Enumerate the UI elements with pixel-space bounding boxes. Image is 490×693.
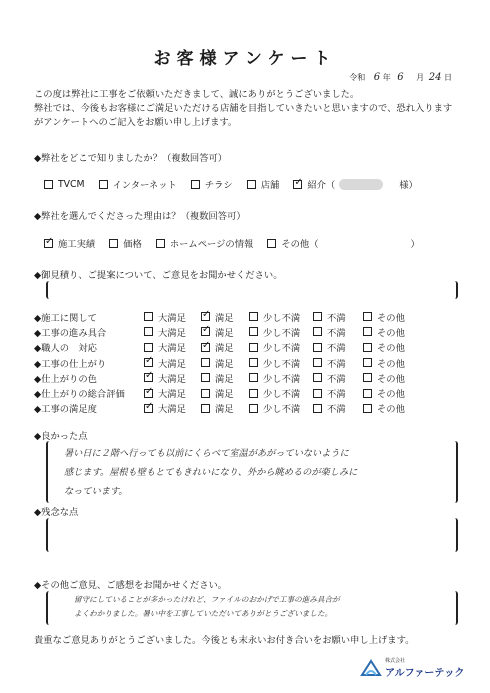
- rating-choice[interactable]: [201, 371, 249, 385]
- reason-option-website[interactable]: ホームページの情報: [156, 236, 254, 250]
- rating-choice[interactable]: [363, 340, 413, 354]
- rating-choice-label: 大満足: [158, 327, 186, 339]
- bad-points-answer-box[interactable]: [46, 518, 458, 552]
- rating-row: [34, 370, 474, 385]
- date-month: 6: [397, 72, 404, 83]
- estimate-answer-box[interactable]: [46, 281, 458, 299]
- rating-choice[interactable]: [313, 325, 363, 339]
- checkbox[interactable]: [191, 180, 200, 189]
- rating-choice[interactable]: [313, 401, 363, 415]
- checkbox[interactable]: [201, 389, 210, 398]
- source-option-flyer[interactable]: チラシ: [191, 177, 233, 191]
- rating-choice[interactable]: [144, 325, 201, 339]
- rating-choice[interactable]: [249, 325, 313, 339]
- checkbox[interactable]: [99, 180, 108, 189]
- company-logo: 株式会社 アルファーテック: [360, 657, 464, 679]
- checkbox[interactable]: [313, 373, 322, 382]
- intro-text: この度は弊社に工事をご依頼いただきまして、誠にありがとうございました。 弊社では、今後もお客様にご満足いただける店舗を目指していきたいと思いますので、恐れ入ります がアンケートへのご記入をお願い申し上げます。: [34, 89, 453, 128]
- checkbox-checked[interactable]: [44, 239, 53, 248]
- closing-message: 貴重なご意見ありがとうございました。今後とも末永いお付き合いをお願い申し上げます。: [34, 635, 415, 646]
- rating-choice[interactable]: [201, 325, 249, 339]
- rating-choice-label: 不満: [327, 312, 346, 324]
- rating-row: [34, 309, 474, 324]
- checkbox[interactable]: [156, 239, 165, 248]
- reason-option-price[interactable]: 価格: [109, 236, 142, 250]
- rating-choice-label: 満足: [215, 312, 234, 324]
- checkbox[interactable]: [313, 343, 322, 352]
- rating-choice-label: 満足: [215, 404, 234, 416]
- checkbox-checked[interactable]: [201, 343, 210, 352]
- checkbox[interactable]: [363, 358, 372, 367]
- checkbox[interactable]: [363, 343, 372, 352]
- rating-choice-label: 少し不満: [263, 373, 301, 385]
- rating-choice-label: 満足: [215, 327, 234, 339]
- reason-option-results[interactable]: ✓ 施工実績: [44, 236, 95, 250]
- rating-row-label: ◆職人の 対応: [34, 343, 97, 355]
- rating-choice-label: 不満: [327, 404, 346, 416]
- rating-choice-label: その他: [377, 358, 405, 370]
- rating-choice[interactable]: [313, 386, 363, 400]
- rating-choice-label: その他: [377, 327, 405, 339]
- rating-choice-label: 満足: [215, 389, 234, 401]
- source-options: [44, 177, 418, 191]
- checkbox-checked[interactable]: [144, 389, 153, 398]
- source-option-tvcm[interactable]: TVCM: [44, 179, 85, 190]
- checkbox[interactable]: [363, 312, 372, 321]
- question-bad-points: ◆残念な点: [34, 507, 79, 518]
- checkbox[interactable]: [363, 327, 372, 336]
- checkbox[interactable]: [363, 373, 372, 382]
- rating-choice-label: 大満足: [158, 404, 186, 416]
- rating-row: [34, 355, 474, 370]
- rating-choice[interactable]: [144, 386, 201, 400]
- page-title: お客様アンケート: [153, 49, 337, 69]
- rating-choice-label: 不満: [327, 343, 346, 355]
- checkbox[interactable]: [249, 343, 258, 352]
- rating-choice[interactable]: [363, 371, 413, 385]
- rating-choice[interactable]: [144, 310, 201, 324]
- checkbox[interactable]: [363, 389, 372, 398]
- rating-choice[interactable]: [249, 310, 313, 324]
- rating-row-label: ◆工事の進み具合: [34, 327, 107, 339]
- reason-option-other[interactable]: その他（ ）: [267, 236, 420, 250]
- rating-choice[interactable]: [201, 356, 249, 370]
- logo-mark-icon: [360, 659, 382, 677]
- source-option-referral[interactable]: ✓ 紹介（ 様）: [293, 177, 418, 191]
- rating-choice-label: 大満足: [158, 389, 186, 401]
- checkbox[interactable]: [313, 404, 322, 413]
- rating-choice[interactable]: [144, 340, 201, 354]
- reason-options: [44, 236, 420, 250]
- question-estimate: ◆御見積り、ご提案について、ご意見をお聞かせください。: [34, 270, 283, 281]
- rating-choice[interactable]: [313, 371, 363, 385]
- rating-choice-label: その他: [377, 343, 405, 355]
- rating-row-label: ◆工事の仕上がり: [34, 358, 107, 370]
- checkbox[interactable]: [144, 312, 153, 321]
- checkbox-checked[interactable]: [144, 373, 153, 382]
- rating-choice-label: 満足: [215, 358, 234, 370]
- checkbox[interactable]: [249, 404, 258, 413]
- rating-row: [34, 324, 474, 339]
- rating-choice[interactable]: [313, 340, 363, 354]
- date-day: 24: [428, 72, 442, 83]
- checkbox[interactable]: [249, 358, 258, 367]
- rating-choice-label: 満足: [215, 373, 234, 385]
- rating-choice-label: 不満: [327, 373, 346, 385]
- rating-choice[interactable]: [363, 356, 413, 370]
- good-points-answer: 暑い日に２階へ行っても以前にくらべて室温があがっていないように 感じます。屋根も壁もとてもきれいになり、外から眺めるのが楽しみに なっています。: [64, 448, 358, 497]
- checkbox[interactable]: [249, 373, 258, 382]
- rating-choice[interactable]: [249, 386, 313, 400]
- checkbox-checked[interactable]: [201, 312, 210, 321]
- rating-table: [34, 309, 474, 416]
- checkbox[interactable]: [313, 389, 322, 398]
- date-year: 6: [373, 72, 381, 83]
- rating-choice[interactable]: [249, 356, 313, 370]
- rating-choice[interactable]: [249, 371, 313, 385]
- rating-choice[interactable]: [144, 401, 201, 415]
- checkbox[interactable]: [144, 343, 153, 352]
- checkbox[interactable]: [249, 312, 258, 321]
- checkbox-checked[interactable]: [201, 327, 210, 336]
- question-other-comments: ◆その他ご意見、ご感想をお聞かせください。: [34, 580, 228, 591]
- rating-choice[interactable]: [249, 340, 313, 354]
- question-good-points: ◆良かった点: [34, 431, 88, 442]
- rating-choice[interactable]: [144, 356, 201, 370]
- rating-choice[interactable]: [249, 401, 313, 415]
- question-source: ◆弊社をどこで知りましたか？（複数回答可）: [34, 153, 228, 164]
- rating-choice-label: 大満足: [158, 343, 186, 355]
- checkbox[interactable]: [249, 389, 258, 398]
- rating-choice-label: 満足: [215, 343, 234, 355]
- checkbox[interactable]: [144, 327, 153, 336]
- source-option-internet[interactable]: インターネット: [99, 177, 177, 191]
- checkbox-checked[interactable]: [293, 180, 302, 189]
- other-comments-answer: 留守にしていることが多かったけれど、ファイルのおかげで工事の進み具合が よくわかりました。暑い中を工事していただいてありがとうございました。: [74, 595, 340, 618]
- checkbox[interactable]: [249, 327, 258, 336]
- checkbox-checked[interactable]: [144, 358, 153, 367]
- rating-choice[interactable]: [313, 356, 363, 370]
- rating-choice-label: 大満足: [158, 358, 186, 370]
- checkbox[interactable]: [201, 404, 210, 413]
- rating-row-label: ◆仕上がりの総合評価: [34, 389, 125, 401]
- checkbox-checked[interactable]: [144, 404, 153, 413]
- checkbox[interactable]: [44, 180, 53, 189]
- checkbox[interactable]: [313, 312, 322, 321]
- date-line: 令和 6 年 6 月 24 日: [349, 72, 452, 83]
- rating-row-label: ◆仕上がりの色: [34, 373, 97, 385]
- rating-choice-label: その他: [377, 389, 405, 401]
- checkbox[interactable]: [313, 327, 322, 336]
- rating-choice[interactable]: [201, 386, 249, 400]
- rating-row: [34, 401, 474, 416]
- rating-choice-label: 大満足: [158, 373, 186, 385]
- checkbox[interactable]: [267, 239, 276, 248]
- rating-row: [34, 340, 474, 355]
- checkbox[interactable]: [363, 404, 372, 413]
- rating-choice-label: 少し不満: [263, 312, 301, 324]
- checkbox[interactable]: [247, 180, 256, 189]
- rating-choice[interactable]: [201, 310, 249, 324]
- rating-choice-label: 大満足: [158, 312, 186, 324]
- rating-choice-label: その他: [377, 373, 405, 385]
- redacted-name: [339, 179, 383, 190]
- source-option-store[interactable]: 店舗: [247, 177, 280, 191]
- rating-choice-label: 少し不満: [263, 358, 301, 370]
- question-reason: ◆弊社を選んでくださった理由は？（複数回答可）: [34, 211, 246, 222]
- rating-choice[interactable]: [363, 310, 413, 324]
- rating-choice-label: その他: [377, 312, 405, 324]
- rating-choice[interactable]: [201, 401, 249, 415]
- rating-choice-label: 不満: [327, 327, 346, 339]
- rating-choice-label: その他: [377, 404, 405, 416]
- rating-choice-label: 不満: [327, 389, 346, 401]
- checkbox[interactable]: [313, 358, 322, 367]
- rating-choice[interactable]: [313, 310, 363, 324]
- checkbox[interactable]: [201, 373, 210, 382]
- rating-row-label: ◆施工に関して: [34, 312, 97, 324]
- rating-row-label: ◆工事の満足度: [34, 404, 97, 416]
- rating-row: [34, 385, 474, 400]
- rating-choice-label: 少し不満: [263, 389, 301, 401]
- rating-choice[interactable]: [363, 386, 413, 400]
- rating-choice[interactable]: [144, 371, 201, 385]
- rating-choice-label: 不満: [327, 358, 346, 370]
- rating-choice[interactable]: [201, 340, 249, 354]
- rating-choice-label: 少し不満: [263, 404, 301, 416]
- checkbox[interactable]: [109, 239, 118, 248]
- rating-choice[interactable]: [363, 325, 413, 339]
- rating-choice-label: 少し不満: [263, 327, 301, 339]
- rating-choice[interactable]: [363, 401, 413, 415]
- checkbox[interactable]: [201, 358, 210, 367]
- rating-choice-label: 少し不満: [263, 343, 301, 355]
